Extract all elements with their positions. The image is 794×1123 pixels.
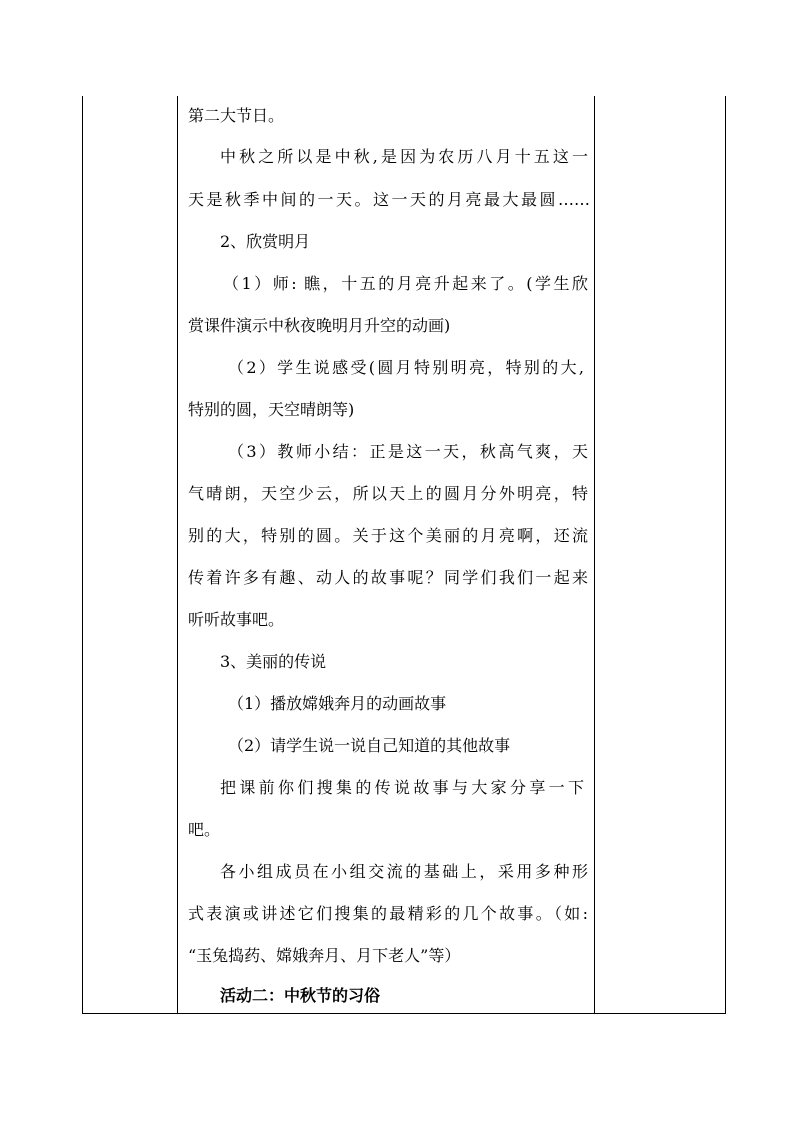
table-right-border [725,96,726,1014]
text-line: 中秋之所以是中秋,是因为农历八月十五这一 [220,147,588,166]
text-line: （1）播放嫦娥奔月的动画故事 [228,694,447,713]
text-line: 特别的圆，天空晴朗等) [188,400,355,419]
text-line: 天是秋季中间的一天。这一天的月亮最大最圆…… [188,190,590,209]
text-line: （2）学生说感受(圆月特别明亮，特别的大, [228,358,584,377]
text-line: 气晴朗，天空少云，所以天上的圆月分外明亮，特 [188,484,588,503]
text-line: 吧。 [188,820,221,839]
text-line: （3）教师小结：正是这一天，秋高气爽，天 [228,442,588,461]
table-column-divider [594,96,595,1014]
text-line: 式表演或讲述它们搜集的最精彩的几个故事。（如: [188,904,588,923]
text-line: （1）师: 瞧，十五的月亮升起来了。(学生欣 [223,274,588,293]
text-line: 听听故事吧。 [188,610,285,629]
section-heading: 2、欣赏明月 [220,232,311,251]
lesson-content-cell [178,96,594,1012]
text-line: “玉兔捣药、嫦娥奔月、月下老人”等） [188,946,461,965]
activity-heading: 活动二：中秋节的习俗 [220,986,381,1005]
text-line: 各小组成员在小组交流的基础上，采用多种形 [220,862,588,881]
table-bottom-border [82,1013,726,1014]
text-line: 别的大，特别的圆。关于这个美丽的月亮啊，还流 [188,526,588,545]
text-line: 把课前你们搜集的传说故事与大家分享一下 [220,778,584,797]
text-line: 赏课件演示中秋夜晚明月升空的动画) [188,316,451,335]
text-line: 传着许多有趣、动人的故事呢？同学们我们一起来 [188,568,588,587]
text-line: （2）请学生说一说自己知道的其他故事 [228,736,511,755]
text-line: 第二大节日。 [188,106,285,125]
section-heading: 3、美丽的传说 [220,652,327,671]
table-left-border [82,96,83,1014]
